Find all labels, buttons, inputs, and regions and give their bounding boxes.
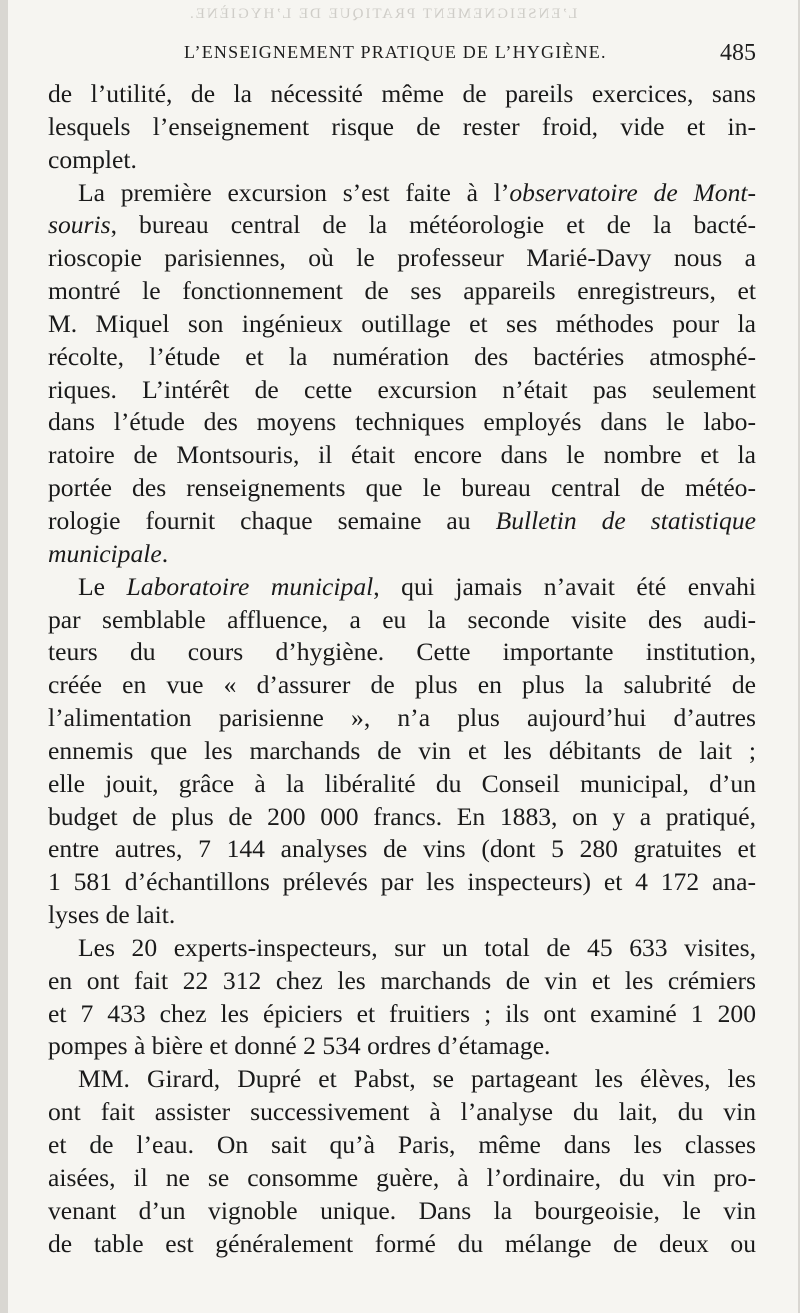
text-line [48,144,756,177]
text-line [48,899,756,932]
text-segment: entre autres, 7 144 analyses de vins (dont 5 280 gratuites et [48,834,756,864]
body-text [48,78,756,1260]
italic-text: observatoire de Mont- [509,177,756,207]
text-line [48,801,756,834]
text-segment: rologie fournit chaque semaine au [48,505,496,535]
text-line [48,604,756,637]
text-line [48,1195,756,1228]
text-line [48,374,756,407]
text-segment: venant d’un vignoble unique. Dans la bourgeoisie, le vin [48,1195,756,1225]
text-line [48,998,756,1031]
show-through-text: L’ENSEIGNEMENT PRATIQUE DE L’HYGIÈNE. [188,6,578,22]
text-segment: Les 20 experts-inspecteurs, sur un total de 45 633 visites, [78,932,756,962]
text-segment: teurs du cours d’hygiène. Cette importante institution, [48,637,756,667]
text-line [48,538,756,571]
text-line [48,308,756,341]
text-segment: lyses de lait. [48,900,176,930]
text-segment: et de l’eau. On sait qu’à Paris, même dans les classes [48,1130,756,1159]
text-line [48,1030,756,1063]
text-line [48,209,756,242]
text-segment: récolte, l’étude et la numération des bactéries atmosphé- [48,341,756,371]
text-segment: créée en vue « d’assurer de plus en plus la salubrité de [48,670,756,700]
text-segment: portée des renseignements que le bureau central de météo- [48,473,756,503]
text-segment: de table est généralement formé du mélange de deux ou [48,1228,756,1258]
text-segment: , bureau central de la météorologie et de la bacté- [110,210,756,240]
text-line [48,1162,756,1195]
text-line [48,702,756,735]
italic-text: Bulletin de statistique [495,505,756,535]
text-line [48,1063,756,1096]
text-segment: . [161,538,169,568]
text-segment: en ont fait 22 312 chez les marchands de vin et les crémiers [48,965,756,995]
text-segment: par semblable affluence, a eu la seconde visite des audi- [48,604,756,634]
text-line [48,177,756,210]
running-title: L’ENSEIGNEMENT PRATIQUE DE L’HYGIÈNE. [184,42,607,62]
text-line [48,1096,756,1129]
text-segment: Le [78,571,127,601]
italic-text: municipale [48,538,162,568]
text-line [48,768,756,801]
text-segment: aisées, il ne se consomme guère, à l’ordinaire, du vin pro- [48,1162,756,1192]
book-page [8,0,798,1313]
text-line [48,406,756,439]
text-line [48,669,756,702]
text-line [48,472,756,505]
text-segment: pompes à bière et donné 2 534 ordres d’étamage. [48,1031,551,1061]
text-line [48,833,756,866]
text-segment: l’alimentation parisienne », n’a plus aujourd’hui d’autres [48,703,756,733]
text-segment: elle jouit, grâce à la libéralité du Conseil municipal, d’un [48,768,756,798]
text-line [48,1129,756,1162]
text-segment: ratoire de Montsouris, il était encore dans le nombre et la [48,440,756,470]
text-segment: riques. L’intérêt de cette excursion n’était pas seulement [48,374,756,404]
text-segment: et 7 433 chez les épiciers et fruitiers ; ils ont examiné 1 200 [48,998,756,1028]
text-line [48,932,756,965]
text-segment: budget de plus de 200 000 francs. En 1883, on y a pratiqué, [48,801,756,831]
running-head [48,40,756,68]
text-line [48,571,756,604]
text-segment: ont fait assister successivement à l’analyse du lait, du vin [48,1097,756,1127]
text-line [48,866,756,899]
text-line [48,636,756,669]
text-segment: La première excursion s’est faite à l’ [78,177,510,207]
text-segment: complet. [48,144,137,174]
text-segment: montré le fonctionnement de ses appareils enregistreurs, et [48,276,756,306]
text-line [48,439,756,472]
text-segment: , qui jamais n’avait été envahi [373,571,756,601]
text-segment: de l’utilité, de la nécessité même de pareils exercices, sans [48,79,756,108]
italic-text: Laboratoire municipal [126,571,374,601]
page-number: 485 [720,40,756,66]
text-line [48,965,756,998]
text-segment: M. Miquel son ingénieux outillage et ses méthodes pour la [48,308,756,338]
text-line [48,505,756,538]
text-line [48,111,756,144]
text-line [48,341,756,374]
text-line [48,1228,756,1261]
text-line [48,275,756,308]
text-line [48,78,756,111]
italic-text: souris [48,210,111,240]
text-segment: dans l’étude des moyens techniques employés dans le labo- [48,407,756,437]
text-segment: ennemis que les marchands de vin et les débitants de lait ; [48,735,756,765]
text-segment: lesquels l’enseignement risque de rester froid, vide et in- [48,111,756,141]
text-segment: MM. Girard, Dupré et Pabst, se partageant les élèves, les [78,1064,756,1094]
text-segment: 1 581 d’échantillons prélevés par les inspecteurs) et 4 172 ana- [48,867,756,897]
text-line [48,242,756,275]
text-line [48,735,756,768]
text-segment: rioscopie parisiennes, où le professeur Marié-Davy nous a [48,243,756,273]
